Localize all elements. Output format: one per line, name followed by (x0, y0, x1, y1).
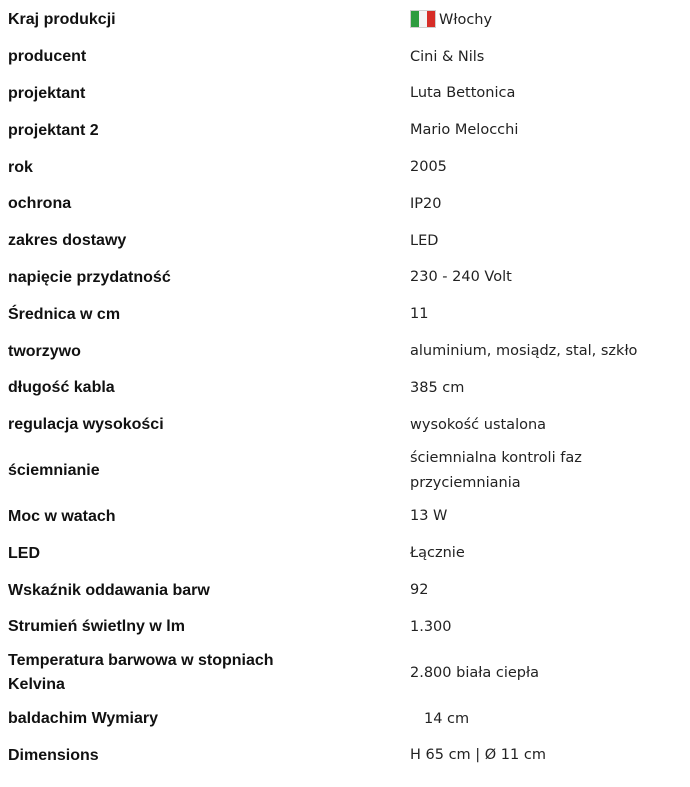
spec-label: ochrona (8, 195, 72, 213)
spec-row-led (0, 535, 690, 572)
spec-label: projektant 2 (8, 121, 99, 139)
spec-row-designer-2 (0, 112, 690, 149)
spec-row-diameter (0, 296, 690, 333)
spec-value: H 65 cm | Ø 11 cm (410, 747, 546, 764)
spec-label: ściemnianie (8, 462, 100, 480)
spec-label (0, 649, 402, 697)
spec-label: napięcie przydatność (8, 268, 171, 286)
spec-label: Średnica w cm (8, 305, 121, 323)
spec-value: 1.300 (410, 618, 452, 635)
spec-label: Wskaźnik oddawania barw (8, 581, 210, 599)
spec-row-canopy-dimensions (0, 701, 690, 738)
spec-label: producent (8, 48, 87, 66)
spec-label: Moc w watach (8, 507, 116, 525)
spec-row-luminous-flux (0, 609, 690, 646)
spec-value: 11 (410, 306, 429, 323)
spec-label: zakres dostawy (8, 232, 127, 250)
spec-value: Mario Melocchi (410, 122, 519, 139)
spec-value: ściemnialna kontroli faz przyciemniania (410, 450, 582, 492)
country-value: Włochy (439, 11, 493, 28)
spec-label-text: Temperatura barwowa w stopniach Kelvina (8, 652, 274, 694)
spec-value (402, 8, 690, 33)
spec-row-year (0, 149, 690, 186)
spec-row-cable-length (0, 370, 690, 407)
spec-value: 92 (410, 582, 429, 599)
spec-label: Kraj produkcji (8, 11, 116, 29)
spec-value: 2005 (410, 159, 447, 176)
spec-row-designer (0, 76, 690, 113)
spec-value: 230 - 240 Volt (410, 269, 512, 286)
spec-row-dimensions (0, 738, 690, 775)
spec-label: Dimensions (8, 746, 99, 764)
spec-row-wattage (0, 499, 690, 536)
spec-value: IP20 (410, 195, 442, 212)
spec-row-material (0, 333, 690, 370)
italy-flag-icon (410, 10, 436, 28)
spec-value: 13 W (410, 508, 448, 525)
spec-label: tworzywo (8, 342, 81, 360)
spec-value: 385 cm (410, 379, 465, 396)
spec-label: Strumień świetlny w lm (8, 618, 185, 636)
spec-value: wysokość ustalona (410, 416, 547, 433)
spec-row-protection (0, 186, 690, 223)
spec-row-producer (0, 39, 690, 76)
spec-label: rok (8, 158, 33, 176)
spec-value: aluminium, mosiądz, stal, szkło (410, 343, 638, 360)
spec-row-color-rendering-index (0, 572, 690, 609)
spec-value: 2.800 biała ciepła (410, 664, 539, 681)
spec-row-dimming (0, 444, 690, 499)
spec-row-color-temperature (0, 646, 690, 701)
spec-label: projektant (8, 84, 86, 102)
spec-row-height-adjustment (0, 407, 690, 444)
spec-label: długość kabla (8, 379, 115, 397)
spec-value: Łącznie (410, 545, 465, 562)
spec-row-scope-of-delivery (0, 223, 690, 260)
spec-label: LED (8, 544, 40, 562)
spec-row-voltage (0, 260, 690, 297)
spec-value: Cini & Nils (410, 48, 485, 65)
spec-row-country (0, 2, 690, 39)
spec-label: regulacja wysokości (8, 416, 164, 434)
spec-value: LED (410, 232, 439, 249)
spec-value: Luta Bettonica (410, 85, 516, 102)
spec-value: 14 cm (424, 710, 470, 727)
spec-label: baldachim Wymiary (8, 710, 158, 728)
